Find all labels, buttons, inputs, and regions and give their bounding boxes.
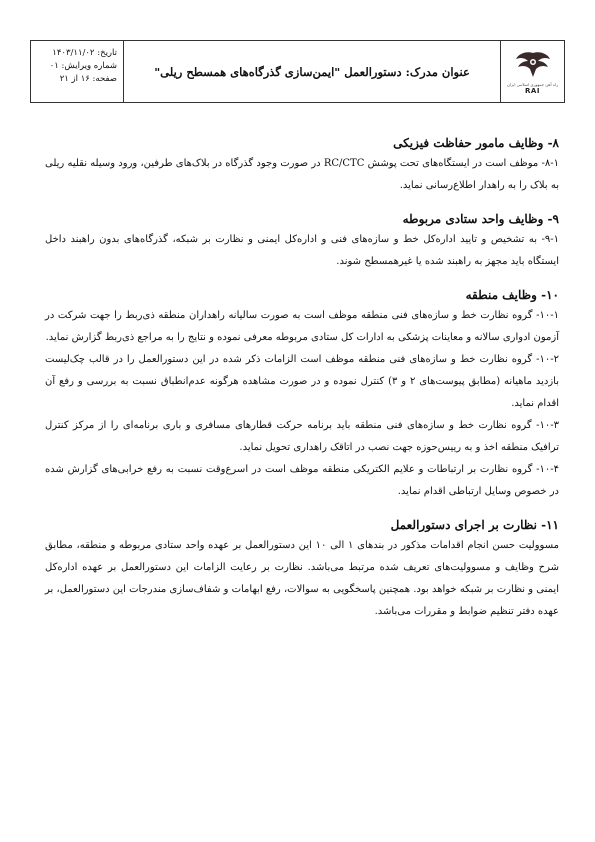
paragraph-10-3: ۱۰-۳- گروه نظارت خط و سازه‌های فنی منطقه باید برنامه حرکت قطارهای مسافری و باری برنامه‌ای را از مرکز کنترل ترافیک منطقه اخذ و به رییس‌حوزه جهت نصب در اتاقک راهداری تحویل نماید. bbox=[45, 420, 559, 453]
section-heading-8: ۸- وظایف مامور حفاظت فیزیکی bbox=[393, 136, 559, 150]
paragraph-11: مسوولیت حسن انجام اقدامات مذکور در بندهای ۱ الی ۱۰ این دستورالعمل بر عهده واحد ستادی مربوطه و منطقه، مطابق شرح وظایف و مسوولیت‌های تعریف شده مرتبط می‌باشد. نظارت بر رعایت الزامات این دستورالعمل بر عهده اداره‌کل ایمنی و نظارت بر شبکه خواهد بود. همچنین پاسخگویی به سوالات، رفع ابهامات و شفاف‌سازی مندرجات این دستورالعمل، بر عهده دفتر تنظیم ضوابط و مقررات می‌باشد. bbox=[45, 540, 559, 617]
document-body bbox=[45, 133, 559, 623]
section-heading-11: ۱۱- نظارت بر اجرای دستورالعمل bbox=[390, 518, 559, 532]
logo-text: RAI bbox=[525, 86, 540, 95]
document-title: عنوان مدرک: دستورالعمل "ایمن‌سازی گذرگاه‌های همسطح ریلی" bbox=[154, 64, 470, 79]
page-number-label: صفحه: ۱۶ از ۲۱ bbox=[59, 74, 117, 84]
logo-subtext: راه آهن جمهوری اسلامی ایران bbox=[506, 81, 559, 87]
section-heading-10: ۱۰- وظایف منطقه bbox=[465, 288, 559, 302]
section-heading-9: ۹- وظایف واحد ستادی مربوطه bbox=[402, 212, 559, 226]
paragraph-10-1: ۱۰-۱- گروه نظارت خط و سازه‌های فنی منطقه موظف است به صورت سالیانه راهداران منطقه ذی‌ربط را جهت شرکت در آزمون ادواری سالانه و معاینات پزشکی به ادارات کل ستادی مربوطه معرفی نموده و نتایج را به مراجع ذی‌ربط گزارش نماید. bbox=[45, 310, 559, 343]
revision-label: شماره ویرایش: ۰۱ bbox=[49, 61, 117, 71]
document-meta bbox=[31, 41, 124, 102]
rai-logo bbox=[500, 41, 564, 102]
document-header bbox=[30, 40, 565, 103]
paragraph-9-1: ۹-۱- به تشخیص و تایید اداره‌کل خط و سازه‌های فنی و اداره‌کل ایمنی و نظارت بر شبکه، گذرگاه‌های بدون راهبند داخل ایستگاه باید مجهز به راهبند شده یا غیرهمسطح شوند. bbox=[45, 234, 559, 267]
paragraph-10-4: ۱۰-۴- گروه نظارت بر ارتباطات و علایم الکتریکی منطقه موظف است در اسرع‌وقت نسبت به رفع خرابی‌های گزارش شده در خصوص وسایل ارتباطی اقدام نماید. bbox=[45, 464, 559, 497]
rai-emblem-icon bbox=[513, 49, 553, 81]
paragraph-10-2: ۱۰-۲- گروه نظارت خط و سازه‌های فنی منطقه موظف است الزامات ذکر شده در این دستورالعمل را در قالب چک‌لیست بازدید ماهیانه (مطابق پیوست‌های ۲ و ۳) کنترل نموده و در صورت مشاهده هرگونه عدم‌انطباق نسبت به بررسی و رفع آن اقدام نماید. bbox=[45, 354, 559, 409]
date-label: تاریخ: ۱۴۰۳/۱۱/۰۲ bbox=[52, 48, 117, 58]
paragraph-8-1: ۸-۱- موظف است در ایستگاه‌های تحت پوشش RC/CTC در صورت وجود گذرگاه در بلاک‌های طرفین، ورود وسیله نقلیه ریلی به بلاک را به راهدار اطلاع‌رسانی نماید. bbox=[45, 158, 560, 191]
